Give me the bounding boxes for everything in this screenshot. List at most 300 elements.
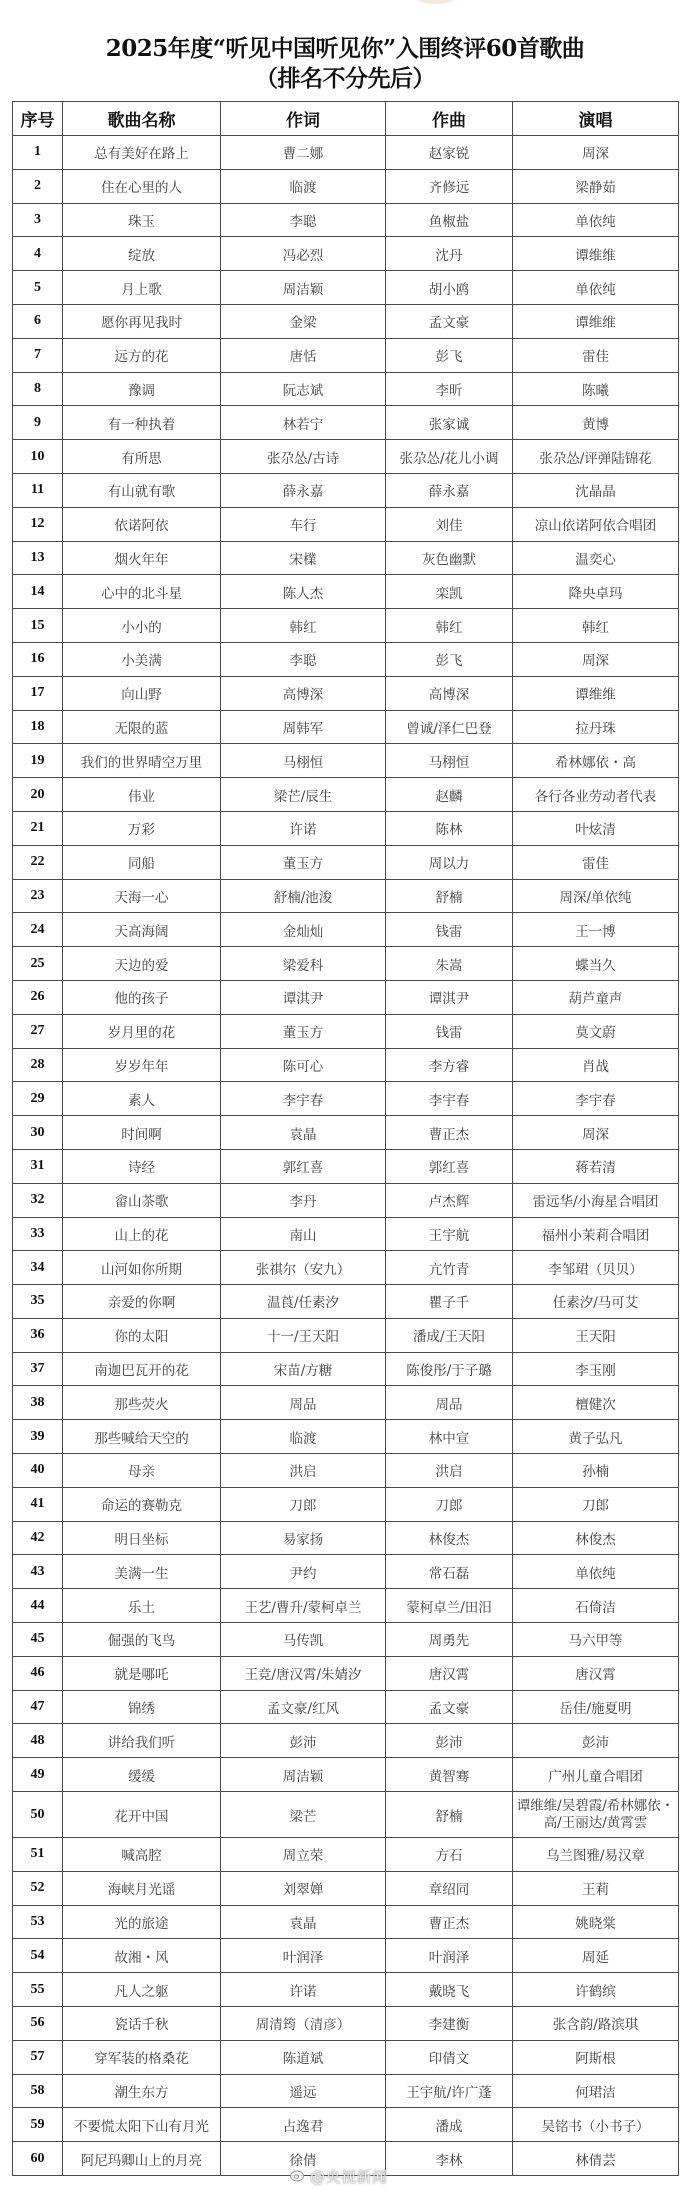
row-number-cell: 57 (13, 2040, 63, 2074)
singer-cell: 谭维维 (513, 237, 679, 271)
composer-cell: 钱雷 (386, 913, 513, 947)
singer-cell: 温奕心 (513, 541, 679, 575)
song-title-cell: 光的旅途 (63, 1905, 221, 1939)
lyricist-cell: 周清筠（清彦） (221, 2007, 386, 2041)
singer-cell: 孙楠 (513, 1454, 679, 1488)
composer-cell: 唐汉霄 (386, 1656, 513, 1690)
lyricist-cell: 高博深 (221, 676, 386, 710)
row-number-cell: 36 (13, 1318, 63, 1352)
song-title-cell: 诗经 (63, 1149, 221, 1183)
lyricist-cell: 刀郎 (221, 1487, 386, 1521)
table-row (13, 811, 679, 845)
header-number: 序号 (13, 102, 63, 136)
singer-cell: 檀健次 (513, 1386, 679, 1420)
row-number-cell: 54 (13, 1939, 63, 1973)
row-number-cell: 43 (13, 1555, 63, 1589)
table-row (13, 642, 679, 676)
table-row (13, 2007, 679, 2041)
table-row (13, 1973, 679, 2007)
table-row (13, 1656, 679, 1690)
song-title-cell: 远方的花 (63, 338, 221, 372)
row-number-cell: 29 (13, 1082, 63, 1116)
header-lyricist: 作词 (221, 102, 386, 136)
row-number-cell: 26 (13, 980, 63, 1014)
lyricist-cell: 王竞/唐汉霄/朱婧汐 (221, 1656, 386, 1690)
composer-cell: 李宇春 (386, 1082, 513, 1116)
lyricist-cell: 孟文豪/红风 (221, 1690, 386, 1724)
song-title-cell: 向山野 (63, 676, 221, 710)
composer-cell: 蒙柯卓兰/田汨 (386, 1589, 513, 1623)
table-row (13, 1589, 679, 1623)
singer-cell: 唐汉霄 (513, 1656, 679, 1690)
row-number-cell: 14 (13, 575, 63, 609)
composer-cell: 章绍同 (386, 1871, 513, 1905)
song-title-cell: 小美满 (63, 642, 221, 676)
row-number-cell: 8 (13, 372, 63, 406)
row-number-cell: 44 (13, 1589, 63, 1623)
row-number-cell: 41 (13, 1487, 63, 1521)
table-row (13, 744, 679, 778)
singer-cell: 希林娜依・高 (513, 744, 679, 778)
table-row (13, 1318, 679, 1352)
row-number-cell: 20 (13, 778, 63, 812)
singer-cell: 蒋若清 (513, 1149, 679, 1183)
table-row (13, 338, 679, 372)
song-title-cell: 倔强的飞鸟 (63, 1623, 221, 1657)
composer-cell: 马栩恒 (386, 744, 513, 778)
table-row (13, 845, 679, 879)
table-row (13, 541, 679, 575)
songs-table (12, 101, 679, 2176)
song-title-cell: 珠玉 (63, 203, 221, 237)
row-number-cell: 11 (13, 473, 63, 507)
lyricist-cell: 梁爱科 (221, 947, 386, 981)
lyricist-cell: 刘翠婵 (221, 1871, 386, 1905)
singer-cell: 黄博 (513, 406, 679, 440)
row-number-cell: 33 (13, 1217, 63, 1251)
composer-cell: 张家诚 (386, 406, 513, 440)
header-singer: 演唱 (513, 102, 679, 136)
lyricist-cell: 遥远 (221, 2074, 386, 2108)
song-title-cell: 总有美好在路上 (63, 136, 221, 170)
row-number-cell: 15 (13, 609, 63, 643)
lyricist-cell: 阮志斌 (221, 372, 386, 406)
song-title-cell: 有山就有歌 (63, 473, 221, 507)
composer-cell: 李林 (386, 2142, 513, 2176)
composer-cell: 李昕 (386, 372, 513, 406)
song-title-cell: 山河如你所期 (63, 1251, 221, 1285)
row-number-cell: 40 (13, 1454, 63, 1488)
song-title-cell: 明日坐标 (63, 1521, 221, 1555)
table-row (13, 1871, 679, 1905)
table-row (13, 2108, 679, 2142)
singer-cell: 乌兰图雅/易汉章 (513, 1838, 679, 1872)
lyricist-cell: 临渡 (221, 1420, 386, 1454)
row-number-cell: 60 (13, 2142, 63, 2176)
song-title-cell: 畲山茶歌 (63, 1183, 221, 1217)
song-title-cell: 缓缓 (63, 1758, 221, 1792)
song-title-cell: 凡人之躯 (63, 1973, 221, 2007)
song-title-cell: 讲给我们听 (63, 1724, 221, 1758)
composer-cell: 方石 (386, 1838, 513, 1872)
row-number-cell: 10 (13, 440, 63, 474)
composer-cell: 赵家锐 (386, 136, 513, 170)
lyricist-cell: 洪启 (221, 1454, 386, 1488)
song-title-cell: 愿你再见我时 (63, 304, 221, 338)
composer-cell: 彭飞 (386, 642, 513, 676)
composer-cell: 张尕怂/花儿小调 (386, 440, 513, 474)
lyricist-cell: 李宇春 (221, 1082, 386, 1116)
row-number-cell: 2 (13, 169, 63, 203)
lyricist-cell: 许诺 (221, 811, 386, 845)
singer-cell: 谭维维 (513, 676, 679, 710)
lyricist-cell: 十一/王天阳 (221, 1318, 386, 1352)
row-number-cell: 53 (13, 1905, 63, 1939)
table-row (13, 1792, 679, 1838)
composer-cell: 刘佳 (386, 507, 513, 541)
lyricist-cell: 郭红喜 (221, 1149, 386, 1183)
row-number-cell: 56 (13, 2007, 63, 2041)
lyricist-cell: 李丹 (221, 1183, 386, 1217)
singer-cell: 许鹤缤 (513, 1973, 679, 2007)
song-title-cell: 你的太阳 (63, 1318, 221, 1352)
row-number-cell: 51 (13, 1838, 63, 1872)
table-row (13, 440, 679, 474)
lyricist-cell: 梁芒/辰生 (221, 778, 386, 812)
table-row (13, 2040, 679, 2074)
song-title-cell: 心中的北斗星 (63, 575, 221, 609)
row-number-cell: 24 (13, 913, 63, 947)
song-title-cell: 潮生东方 (63, 2074, 221, 2108)
lyricist-cell: 唐恬 (221, 338, 386, 372)
lyricist-cell: 陈道斌 (221, 2040, 386, 2074)
lyricist-cell: 董玉方 (221, 1014, 386, 1048)
lyricist-cell: 张尕怂/古诗 (221, 440, 386, 474)
lyricist-cell: 薛永嘉 (221, 473, 386, 507)
composer-cell: 李建衡 (386, 2007, 513, 2041)
table-row (13, 913, 679, 947)
row-number-cell: 35 (13, 1285, 63, 1319)
composer-cell: 陈林 (386, 811, 513, 845)
document-subtitle: （排名不分先后） (255, 65, 435, 92)
row-number-cell: 31 (13, 1149, 63, 1183)
table-row (13, 169, 679, 203)
table-row (13, 980, 679, 1014)
row-number-cell: 48 (13, 1724, 63, 1758)
composer-cell: 亢竹青 (386, 1251, 513, 1285)
row-number-cell: 59 (13, 2108, 63, 2142)
composer-cell: 谭淇尹 (386, 980, 513, 1014)
singer-cell: 吴铭书（小书子） (513, 2108, 679, 2142)
singer-cell: 李宇春 (513, 1082, 679, 1116)
singer-cell: 各行各业劳动者代表 (513, 778, 679, 812)
composer-cell: 卢杰辉 (386, 1183, 513, 1217)
song-title-cell: 喊高腔 (63, 1838, 221, 1872)
row-number-cell: 1 (13, 136, 63, 170)
song-title-cell: 万彩 (63, 811, 221, 845)
table-row (13, 1251, 679, 1285)
composer-cell: 朱嵩 (386, 947, 513, 981)
lyricist-cell: 李聪 (221, 642, 386, 676)
composer-cell: 李方睿 (386, 1048, 513, 1082)
composer-cell: 刀郎 (386, 1487, 513, 1521)
row-number-cell: 37 (13, 1352, 63, 1386)
lyricist-cell: 谭淇尹 (221, 980, 386, 1014)
song-title-cell: 南迦巴瓦开的花 (63, 1352, 221, 1386)
table-row (13, 203, 679, 237)
lyricist-cell: 温莨/任素汐 (221, 1285, 386, 1319)
table-row (13, 406, 679, 440)
lyricist-cell: 陈人杰 (221, 575, 386, 609)
table-row (13, 1149, 679, 1183)
composer-cell: 王宇航 (386, 1217, 513, 1251)
row-number-cell: 23 (13, 879, 63, 913)
singer-cell: 王一博 (513, 913, 679, 947)
weibo-icon (290, 2168, 306, 2186)
row-number-cell: 9 (13, 406, 63, 440)
lyricist-cell: 占逸君 (221, 2108, 386, 2142)
song-title-cell: 那些荧火 (63, 1386, 221, 1420)
song-title-cell: 瓷话千秋 (63, 2007, 221, 2041)
table-row (13, 879, 679, 913)
song-title-cell: 有所思 (63, 440, 221, 474)
singer-cell: 何珺洁 (513, 2074, 679, 2108)
lyricist-cell: 许诺 (221, 1973, 386, 2007)
row-number-cell: 50 (13, 1792, 63, 1838)
song-title-cell: 他的孩子 (63, 980, 221, 1014)
table-body (13, 136, 679, 2176)
table-row (13, 710, 679, 744)
composer-cell: 韩红 (386, 609, 513, 643)
composer-cell: 周勇先 (386, 1623, 513, 1657)
song-title-cell: 岁岁年年 (63, 1048, 221, 1082)
lyricist-cell: 冯必烈 (221, 237, 386, 271)
singer-cell: 陈曦 (513, 372, 679, 406)
row-number-cell: 52 (13, 1871, 63, 1905)
row-number-cell: 28 (13, 1048, 63, 1082)
top-decoration (418, 0, 454, 4)
composer-cell: 周品 (386, 1386, 513, 1420)
composer-cell: 曹正杰 (386, 1116, 513, 1150)
composer-cell: 鱼椒盐 (386, 203, 513, 237)
lyricist-cell: 马传凯 (221, 1623, 386, 1657)
table-row (13, 1521, 679, 1555)
singer-cell: 福州小茉莉合唱团 (513, 1217, 679, 1251)
lyricist-cell: 周洁颖 (221, 271, 386, 305)
singer-cell: 周深 (513, 1116, 679, 1150)
singer-cell: 阿斯根 (513, 2040, 679, 2074)
song-title-cell: 穿军装的格桑花 (63, 2040, 221, 2074)
table-row (13, 676, 679, 710)
song-title-cell: 绽放 (63, 237, 221, 271)
lyricist-cell: 徐倩 (221, 2142, 386, 2176)
composer-cell: 印倩文 (386, 2040, 513, 2074)
composer-cell: 舒楠 (386, 1792, 513, 1838)
singer-cell: 张尕怂/评弹陆锦花 (513, 440, 679, 474)
table-row (13, 1048, 679, 1082)
lyricist-cell: 南山 (221, 1217, 386, 1251)
song-title-cell: 岁月里的花 (63, 1014, 221, 1048)
song-title-cell: 有一种执着 (63, 406, 221, 440)
song-title-cell: 海峡月光谣 (63, 1871, 221, 1905)
composer-cell: 彭飞 (386, 338, 513, 372)
lyricist-cell: 梁芒 (221, 1792, 386, 1838)
song-title-cell: 天海一心 (63, 879, 221, 913)
composer-cell: 黄智骞 (386, 1758, 513, 1792)
composer-cell: 林俊杰 (386, 1521, 513, 1555)
table-row (13, 575, 679, 609)
singer-cell: 周深 (513, 642, 679, 676)
lyricist-cell: 林若宁 (221, 406, 386, 440)
lyricist-cell: 车行 (221, 507, 386, 541)
singer-cell: 雷佳 (513, 845, 679, 879)
singer-cell: 单依纯 (513, 271, 679, 305)
watermark-text: @央视新闻 (310, 2168, 388, 2186)
lyricist-cell: 张祺尔（安九） (221, 1251, 386, 1285)
singer-cell: 李邹珺（贝贝） (513, 1251, 679, 1285)
composer-cell: 周以力 (386, 845, 513, 879)
song-title-cell: 不要慌太阳下山有月光 (63, 2108, 221, 2142)
composer-cell: 钱雷 (386, 1014, 513, 1048)
song-title-cell: 烟火年年 (63, 541, 221, 575)
table-row (13, 372, 679, 406)
table-row (13, 1116, 679, 1150)
row-number-cell: 34 (13, 1251, 63, 1285)
lyricist-cell: 周韩军 (221, 710, 386, 744)
row-number-cell: 32 (13, 1183, 63, 1217)
lyricist-cell: 临渡 (221, 169, 386, 203)
song-title-cell: 天高海阔 (63, 913, 221, 947)
composer-cell: 舒楠 (386, 879, 513, 913)
row-number-cell: 18 (13, 710, 63, 744)
lyricist-cell: 易家扬 (221, 1521, 386, 1555)
singer-cell: 葫芦童声 (513, 980, 679, 1014)
singer-cell: 林倩芸 (513, 2142, 679, 2176)
singer-cell: 谭维维/吴碧霞/希林娜依・高/王丽达/黄霄雲 (513, 1792, 679, 1838)
composer-cell: 陈俊彤/于子璐 (386, 1352, 513, 1386)
table-row (13, 1014, 679, 1048)
song-title-cell: 天边的爱 (63, 947, 221, 981)
lyricist-cell: 宋檏 (221, 541, 386, 575)
singer-cell: 姚晓棠 (513, 1905, 679, 1939)
singer-cell: 马六甲等 (513, 1623, 679, 1657)
table-row (13, 2074, 679, 2108)
singer-cell: 周深/单依纯 (513, 879, 679, 913)
row-number-cell: 46 (13, 1656, 63, 1690)
singer-cell: 莫文蔚 (513, 1014, 679, 1048)
composer-cell: 曾诚/泽仁巴登 (386, 710, 513, 744)
table-row (13, 271, 679, 305)
table-row (13, 609, 679, 643)
table-row (13, 1690, 679, 1724)
song-title-cell: 命运的赛勒克 (63, 1487, 221, 1521)
row-number-cell: 16 (13, 642, 63, 676)
lyricist-cell: 董玉方 (221, 845, 386, 879)
singer-cell: 沈晶晶 (513, 473, 679, 507)
lyricist-cell: 韩红 (221, 609, 386, 643)
header-composer: 作曲 (386, 102, 513, 136)
singer-cell: 韩红 (513, 609, 679, 643)
lyricist-cell: 马栩恒 (221, 744, 386, 778)
table-row (13, 136, 679, 170)
row-number-cell: 30 (13, 1116, 63, 1150)
lyricist-cell: 舒楠/池浚 (221, 879, 386, 913)
singer-cell: 周延 (513, 1939, 679, 1973)
row-number-cell: 22 (13, 845, 63, 879)
lyricist-cell: 金梁 (221, 304, 386, 338)
singer-cell: 肖战 (513, 1048, 679, 1082)
song-title-cell: 那些喊给天空的 (63, 1420, 221, 1454)
table-row (13, 778, 679, 812)
table-row (13, 1905, 679, 1939)
table-row (13, 947, 679, 981)
composer-cell: 孟文豪 (386, 304, 513, 338)
singer-cell: 岳佳/施夏明 (513, 1690, 679, 1724)
lyricist-cell: 陈可心 (221, 1048, 386, 1082)
row-number-cell: 55 (13, 1973, 63, 2007)
song-title-cell: 山上的花 (63, 1217, 221, 1251)
header-song: 歌曲名称 (63, 102, 221, 136)
singer-cell: 任素汐/马可艾 (513, 1285, 679, 1319)
row-number-cell: 25 (13, 947, 63, 981)
table-row (13, 1939, 679, 1973)
lyricist-cell: 周洁颖 (221, 1758, 386, 1792)
singer-cell: 雷远华/小海星合唱团 (513, 1183, 679, 1217)
song-title-cell: 美满一生 (63, 1555, 221, 1589)
lyricist-cell: 周立荣 (221, 1838, 386, 1872)
singer-cell: 李玉刚 (513, 1352, 679, 1386)
song-title-cell: 阿尼玛卿山上的月亮 (63, 2142, 221, 2176)
composer-cell: 潘成 (386, 2108, 513, 2142)
row-number-cell: 58 (13, 2074, 63, 2108)
document-title: 2025年度“听见中国听见你”入围终评60首歌曲 (105, 35, 585, 62)
composer-cell: 赵麟 (386, 778, 513, 812)
composer-cell: 潘成/王天阳 (386, 1318, 513, 1352)
composer-cell: 郭红喜 (386, 1149, 513, 1183)
song-title-cell: 素人 (63, 1082, 221, 1116)
singer-cell: 单依纯 (513, 1555, 679, 1589)
table-row (13, 1082, 679, 1116)
song-title-cell: 依诺阿依 (63, 507, 221, 541)
song-title-cell: 伟业 (63, 778, 221, 812)
song-title-cell: 无限的蓝 (63, 710, 221, 744)
composer-cell: 叶润泽 (386, 1939, 513, 1973)
singer-cell: 降央卓玛 (513, 575, 679, 609)
song-title-cell: 就是哪吒 (63, 1656, 221, 1690)
song-title-cell: 同船 (63, 845, 221, 879)
row-number-cell: 47 (13, 1690, 63, 1724)
table-row (13, 237, 679, 271)
row-number-cell: 17 (13, 676, 63, 710)
singer-cell: 蝶当久 (513, 947, 679, 981)
table-row (13, 1555, 679, 1589)
table-row (13, 1420, 679, 1454)
song-title-cell: 锦绣 (63, 1690, 221, 1724)
row-number-cell: 3 (13, 203, 63, 237)
row-number-cell: 6 (13, 304, 63, 338)
composer-cell: 灰色幽默 (386, 541, 513, 575)
lyricist-cell: 袁晶 (221, 1905, 386, 1939)
lyricist-cell: 曹二娜 (221, 136, 386, 170)
song-title-cell: 花开中国 (63, 1792, 221, 1838)
song-title-cell: 豫调 (63, 372, 221, 406)
table-row (13, 1183, 679, 1217)
composer-cell: 林中宣 (386, 1420, 513, 1454)
table-row (13, 1352, 679, 1386)
composer-cell: 沈丹 (386, 237, 513, 271)
composer-cell: 薛永嘉 (386, 473, 513, 507)
row-number-cell: 27 (13, 1014, 63, 1048)
